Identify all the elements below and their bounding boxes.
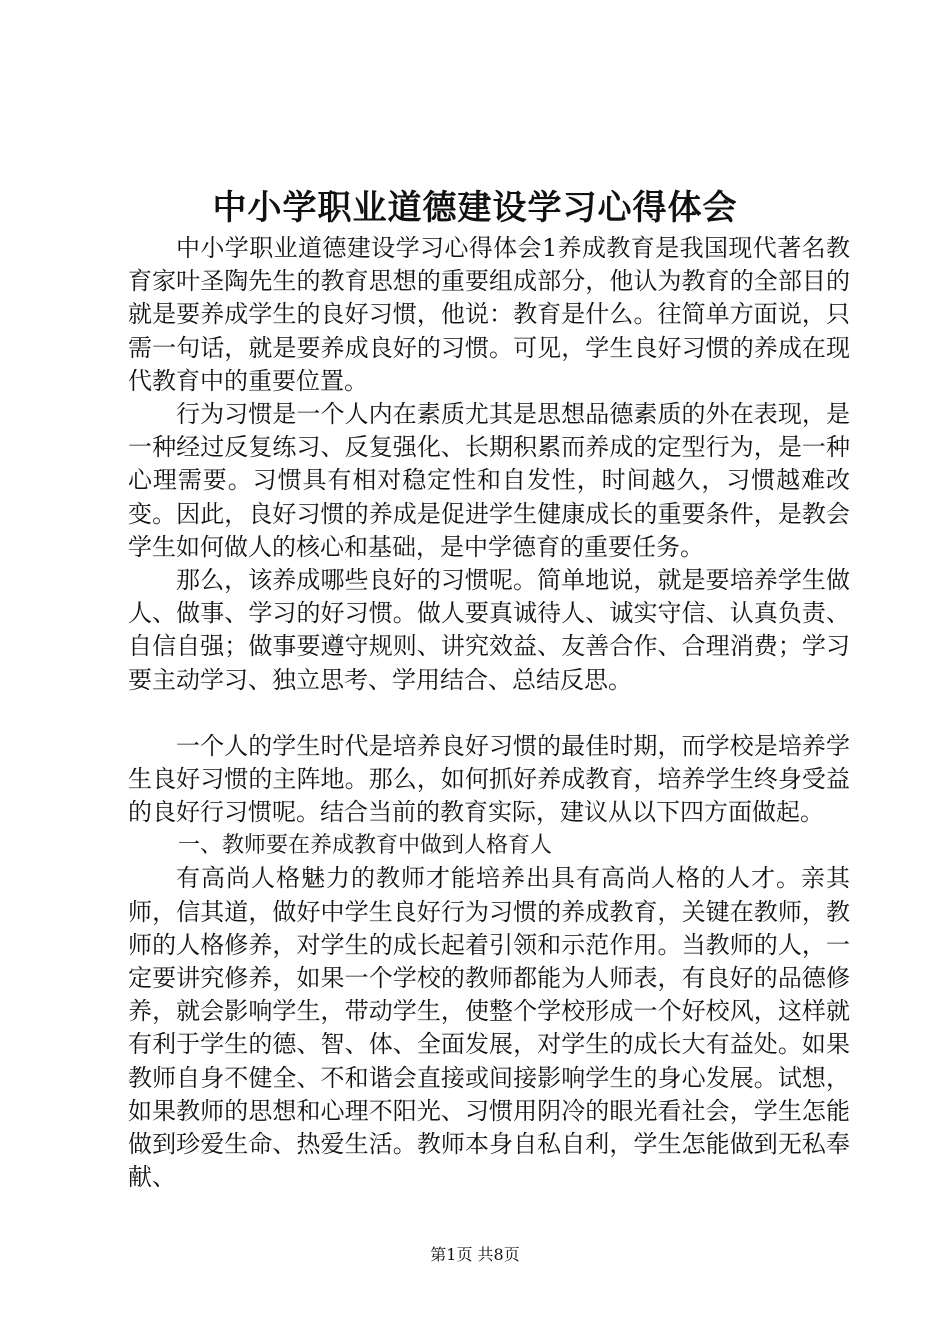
section-heading: 一、教师要在养成教育中做到人格育人 [178, 833, 553, 859]
document-body [128, 232, 850, 1194]
paragraph-student-era: 一个人的学生时代是培养良好习惯的最佳时期，而学校是培养学生良好习惯的主阵地。那么，如何抓好养成教育，培养学生终身受益的良好行习惯呢。结合当前的教育实际，建议从以下四方面做起。 [128, 731, 850, 827]
paragraph-intro: 中小学职业道德建设学习心得体会1养成教育是我国现代著名教育家叶圣陶先生的教育思想的重要组成部分，他认为教育的全部目的就是要养成学生的良好习惯，他说：教育是什么。往简单方面说，只需一句话，就是要养成良好的习惯。可见，学生良好习惯的养成在现代教育中的重要位置。 [128, 234, 850, 395]
paragraph-behavior-habits: 行为习惯是一个人内在素质尤其是思想品德素质的外在表现，是一种经过反复练习、反复强化、长期积累而养成的定型行为，是一种心理需要。习惯具有相对稳定性和自发性，时间越久，习惯越难改变。因此，良好习惯的养成是促进学生健康成长的重要条件，是教会学生如何做人的核心和基础，是中学德育的重要任务。 [128, 400, 850, 561]
document-title: 中小学职业道德建设学习心得体会 [212, 188, 738, 228]
paragraph-which-habits: 那么，该养成哪些良好的习惯呢。简单地说，就是要培养学生做人、做事、学习的好习惯。做人要真诚待人、诚实守信、认真负责、自信自强；做事要遵守规则、讲究效益、友善合作、合理消费；学习要主动学习、独立思考、学用结合、总结反思。 [128, 566, 850, 694]
page-footer: 第1页 共8页 [430, 1245, 520, 1264]
paragraph-teacher-personality: 有高尚人格魅力的教师才能培养出具有高尚人格的人才。亲其师，信其道，做好中学生良好行为习惯的养成教育，关键在教师，教师的人格修养，对学生的成长起着引领和示范作用。当教师的人，一定要讲究修养，如果一个学校的教师都能为人师表，有良好的品德修养，就会影响学生，带动学生，使整个学校形成一个好校风，这样就有利于学生的德、智、体、全面发展，对学生的成长大有益处。如果教师自身不健全、不和谐会直接或间接影响学生的身心发展。试想，如果教师的思想和心理不阳光、习惯用阴冷的眼光看社会，学生怎能做到珍爱生命、热爱生活。教师本身自私自利，学生怎能做到无私奉献、 [128, 864, 850, 1192]
